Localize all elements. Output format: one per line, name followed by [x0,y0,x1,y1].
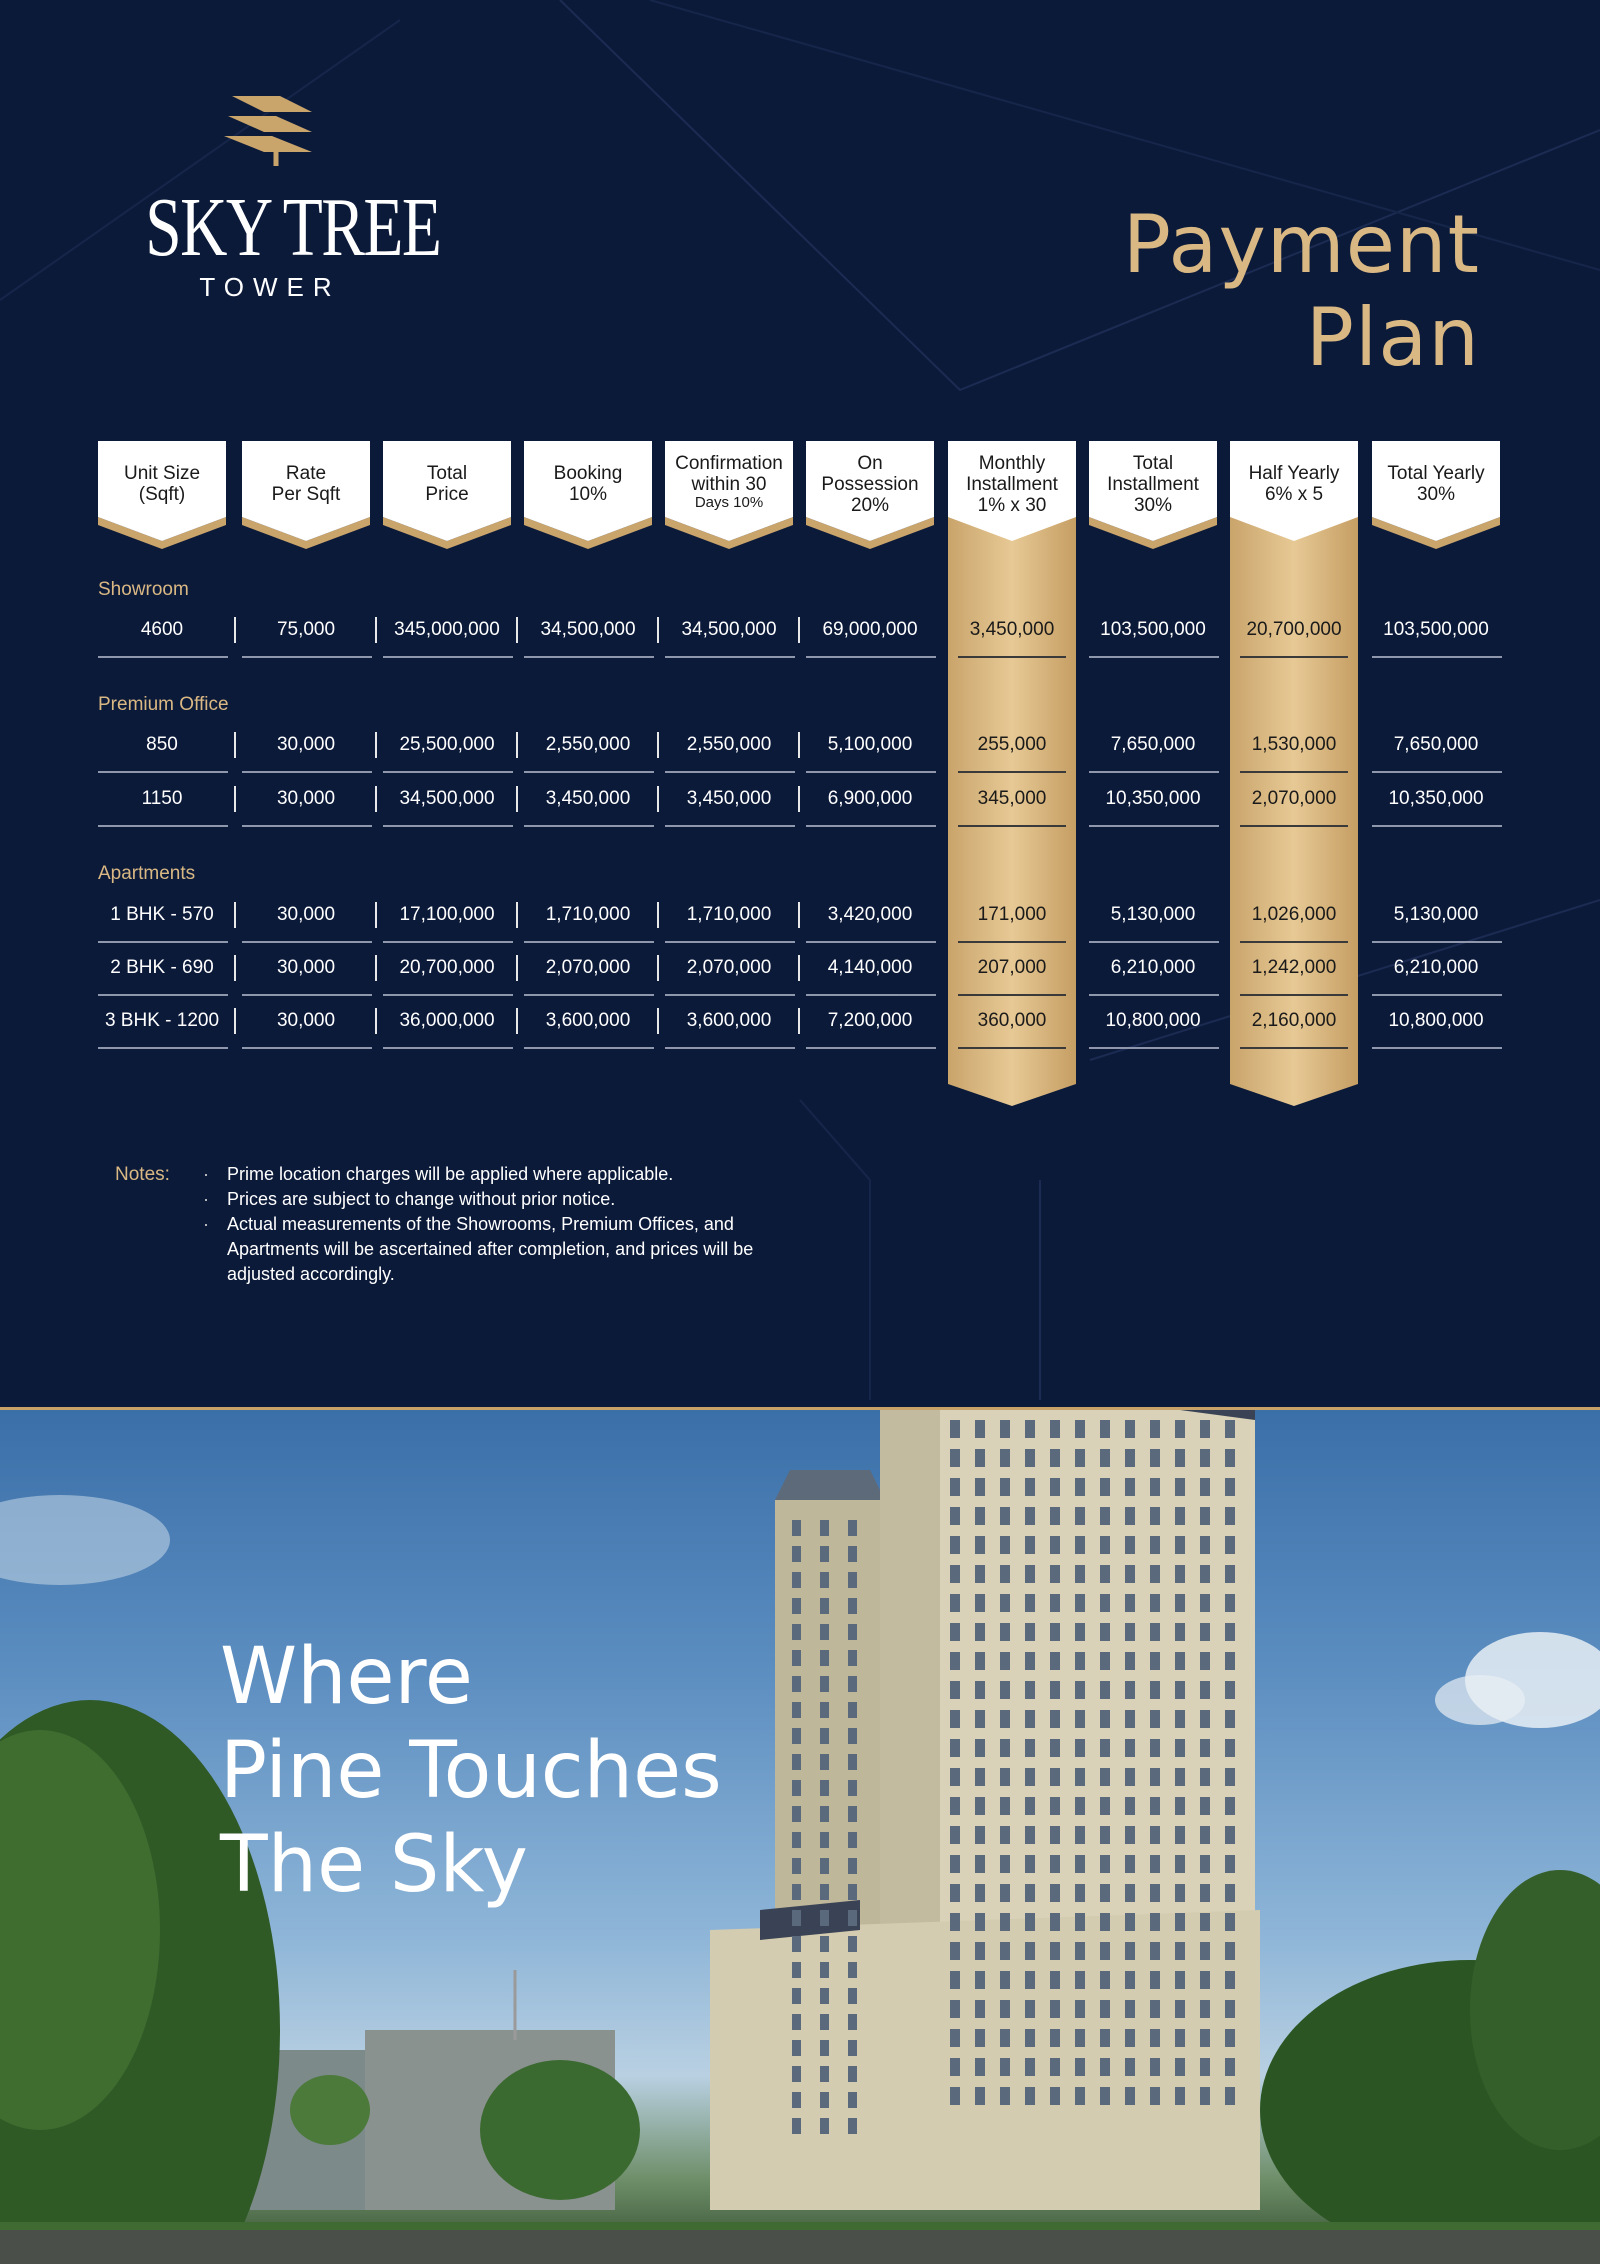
column-header [98,441,226,551]
header-line: 10% [568,484,608,505]
column-header [383,441,511,551]
table-cell: 1,026,000 [1251,904,1337,925]
table-cell: 69,000,000 [822,619,918,640]
cell-separator [234,786,236,812]
header-line: 6% x 5 [1264,484,1324,505]
header-line: Price [425,484,469,505]
cell-separator [798,617,800,643]
column-header [948,441,1076,551]
brand-logo [110,90,441,303]
table-cell: 1150 [141,788,183,809]
table-cell: 5,100,000 [827,734,913,755]
column-header [242,441,370,551]
row-underline [806,1047,936,1049]
header-label [524,463,652,505]
row-underline [1372,656,1502,658]
hero-image [0,1410,1600,2264]
table-cell: 360,000 [977,1010,1047,1031]
table-cell: 6,210,000 [1110,957,1196,978]
table-cell: 850 [146,734,178,755]
header-line: Monthly [978,453,1046,474]
brand-subtitle: TOWER [199,272,341,302]
table-cell: 34,500,000 [681,619,777,640]
row-underline [958,1047,1066,1049]
header-line: On [857,453,883,474]
cell-separator [516,617,518,643]
cell-separator [657,786,659,812]
row-underline [383,825,513,827]
table-cell: 7,650,000 [1393,734,1479,755]
header-label [948,453,1076,516]
cell-separator [516,786,518,812]
header-line: 30% [1416,484,1456,505]
notes-label: Notes: [115,1164,170,1185]
header-line: within 30 [691,474,767,495]
table-cell: 7,650,000 [1110,734,1196,755]
row-underline [1089,825,1219,827]
row-underline [524,1047,654,1049]
group-label-premium-office: Premium Office [98,694,229,715]
header-label [242,463,370,505]
table-cell: 17,100,000 [399,904,495,925]
cell-separator [516,1008,518,1034]
row-underline [1372,825,1502,827]
table-cell: 25,500,000 [399,734,495,755]
row-underline [806,825,936,827]
cell-separator [516,955,518,981]
cell-separator [234,955,236,981]
table-cell: 2,550,000 [686,734,772,755]
column-header [1230,441,1358,551]
header-line: Rate [285,463,327,484]
cell-separator [234,617,236,643]
header-line: Days 10% [694,494,764,511]
header-label [806,453,934,516]
cell-separator [657,732,659,758]
tagline-line: The Sky [220,1820,528,1910]
tagline-line: Pine Touches [220,1726,722,1816]
table-cell: 10,350,000 [1388,788,1484,809]
header-line: (Sqft) [138,484,186,505]
table-cell: 30,000 [276,734,336,755]
table-cell: 4600 [140,619,184,640]
row-underline [958,656,1066,658]
table-cell: 3,450,000 [686,788,772,809]
column-header [806,441,934,551]
column-header [1372,441,1500,551]
cell-separator [798,955,800,981]
row-underline [242,656,372,658]
cell-separator [375,902,377,928]
header-line: Total Yearly [1387,463,1485,484]
row-underline [98,656,228,658]
group-label-showroom: Showroom [98,579,189,600]
table-cell: 3,450,000 [969,619,1055,640]
payment-plan-table [98,441,1504,1106]
cell-separator [375,786,377,812]
table-cell: 10,800,000 [1388,1010,1484,1031]
cell-separator [375,617,377,643]
cell-separator [657,902,659,928]
table-cell: 30,000 [276,1010,336,1031]
header-line: 20% [850,495,890,516]
row-underline [98,825,228,827]
table-cell: 345,000 [977,788,1047,809]
table-cell: 1,242,000 [1251,957,1337,978]
table-cell: 3 BHK - 1200 [104,1010,220,1031]
notes-list [203,1162,763,1287]
header-line: Installment [966,474,1058,495]
tree-logo-icon [220,90,320,170]
table-cell: 2,070,000 [545,957,631,978]
table-cell: 30,000 [276,904,336,925]
row-underline [524,656,654,658]
header-line: 30% [1133,495,1173,516]
table-cell: 2,550,000 [545,734,631,755]
table-cell: 7,200,000 [827,1010,913,1031]
row-underline [383,1047,513,1049]
header-label [98,463,226,505]
header-label [665,453,793,511]
table-cell: 1,530,000 [1251,734,1337,755]
table-cell: 30,000 [276,957,336,978]
header-line: Per Sqft [271,484,341,505]
cell-separator [516,902,518,928]
table-cell: 36,000,000 [399,1010,495,1031]
table-cell: 171,000 [977,904,1047,925]
table-cell: 1,710,000 [545,904,631,925]
cell-separator [798,1008,800,1034]
cell-separator [798,786,800,812]
page-title: Payment Plan [1122,198,1480,384]
table-cell: 2,070,000 [686,957,772,978]
cell-separator [234,732,236,758]
table-cell: 2,070,000 [1251,788,1337,809]
row-underline [665,656,795,658]
header-line: Half Yearly [1248,463,1340,484]
table-cell: 6,210,000 [1393,957,1479,978]
table-cell: 1 BHK - 570 [110,904,214,925]
header-label [1230,463,1358,505]
cell-separator [516,732,518,758]
row-underline [958,825,1066,827]
note-item: · Prices are subject to change without prior notice. [203,1187,763,1212]
header-line: Booking [553,463,623,484]
cell-separator [375,955,377,981]
note-item: · Actual measurements of the Showrooms, Premium Offices, and Apartments will be ascertained after completion, and prices will be adjusted accordingly. [203,1212,763,1287]
row-underline [1372,1047,1502,1049]
row-underline [98,1047,228,1049]
row-underline [1089,656,1219,658]
cell-separator [657,955,659,981]
table-cell: 5,130,000 [1393,904,1479,925]
table-cell: 103,500,000 [1100,619,1206,640]
cell-separator [375,1008,377,1034]
table-cell: 75,000 [276,619,336,640]
cell-separator [375,732,377,758]
row-underline [1240,825,1348,827]
header-line: Total [1132,453,1174,474]
header-label [1372,463,1500,505]
table-cell: 1,710,000 [686,904,772,925]
table-cell: 2,160,000 [1251,1010,1337,1031]
tagline-line: Where [220,1632,473,1722]
column-header [665,441,793,551]
row-underline [1240,656,1348,658]
group-label-apartments: Apartments [98,863,196,884]
cell-separator [798,732,800,758]
table-cell: 3,600,000 [686,1010,772,1031]
header-line: Confirmation [675,453,783,474]
column-header [1089,441,1217,551]
row-underline [665,1047,795,1049]
cell-separator [657,1008,659,1034]
header-line: 1% x 30 [977,495,1047,516]
table-cell: 4,140,000 [827,957,913,978]
table-cell: 34,500,000 [540,619,636,640]
header-line: Installment [1107,474,1199,495]
table-cell: 3,600,000 [545,1010,631,1031]
table-cell: 3,450,000 [545,788,631,809]
table-cell: 30,000 [276,788,336,809]
header-label [383,463,511,505]
note-item: · Prime location charges will be applied where applicable. [203,1162,763,1187]
table-cell: 20,700,000 [399,957,495,978]
table-cell: 5,130,000 [1110,904,1196,925]
header-line: Possession [821,474,919,495]
table-cell: 10,800,000 [1105,1010,1201,1031]
table-cell: 255,000 [977,734,1047,755]
table-cell: 10,350,000 [1105,788,1201,809]
tagline [220,1630,722,1912]
cell-separator [657,617,659,643]
row-underline [524,825,654,827]
table-cell: 3,420,000 [827,904,913,925]
table-cell: 103,500,000 [1383,619,1489,640]
header-line: Unit Size [123,463,201,484]
table-cell: 6,900,000 [827,788,913,809]
header-line: Total [426,463,468,484]
row-underline [1240,1047,1348,1049]
cell-separator [234,902,236,928]
table-cell: 207,000 [977,957,1047,978]
table-cell: 20,700,000 [1246,619,1342,640]
cell-separator [798,902,800,928]
row-underline [665,825,795,827]
row-underline [242,825,372,827]
header-label [1089,453,1217,516]
column-header [524,441,652,551]
table-cell: 345,000,000 [394,619,500,640]
row-underline [383,656,513,658]
row-underline [242,1047,372,1049]
table-cell: 34,500,000 [399,788,495,809]
brand-name: SKY TREE [145,181,441,274]
cell-separator [234,1008,236,1034]
row-underline [806,656,936,658]
row-underline [1089,1047,1219,1049]
table-cell: 2 BHK - 690 [110,957,214,978]
